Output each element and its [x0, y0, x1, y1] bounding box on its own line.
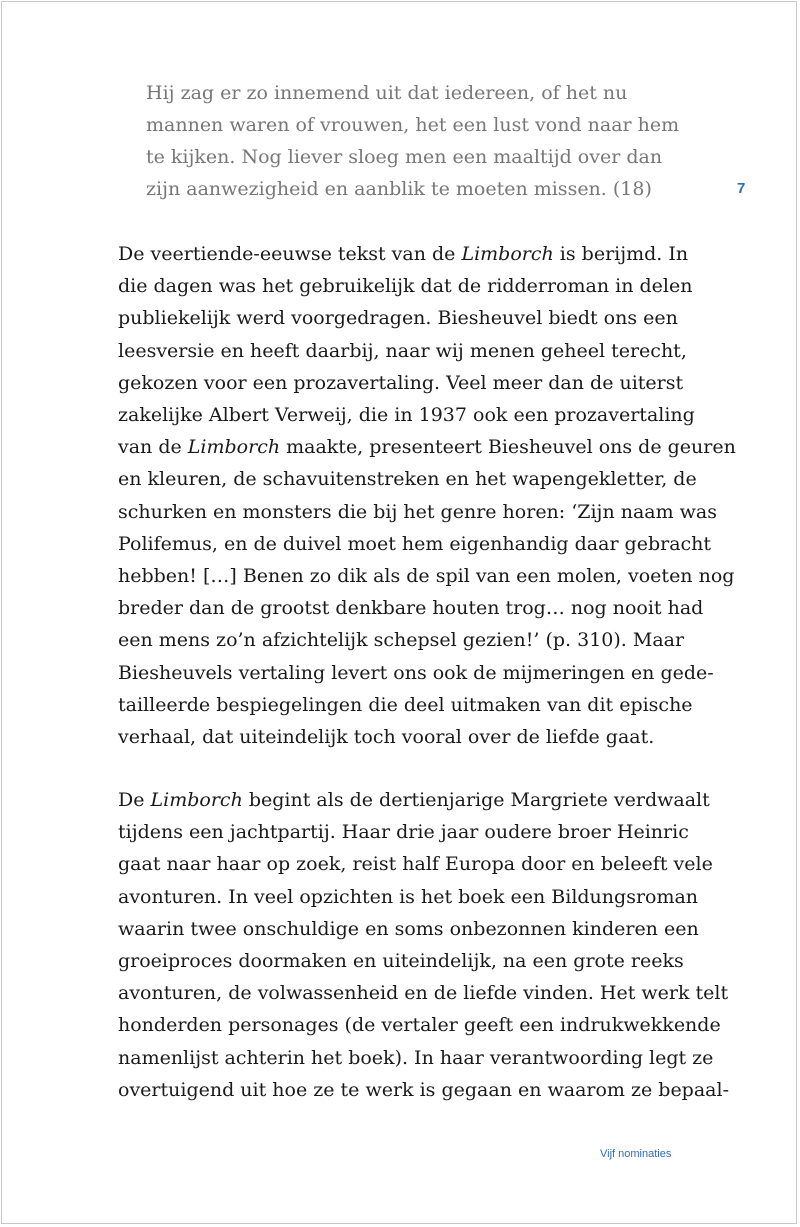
quote-line: te kijken. Nog liever sloeg men een maaltijd over dan — [146, 146, 663, 168]
paragraph-line: gaat naar haar op zoek, reist half Europa door en beleeft vele — [118, 853, 713, 876]
paragraph-line: waarin twee onschuldige en soms onbezonnen kinderen een — [118, 917, 699, 940]
paragraph-line: overtuigend uit hoe ze te werk is gegaan en waarom ze bepaal- — [118, 1078, 729, 1101]
paragraph-line: leesversie en heeft daarbij, naar wij menen geheel terecht, — [118, 339, 687, 362]
quote-line: mannen waren of vrouwen, het een lust vond naar hem — [146, 114, 680, 136]
book-title: Limborch — [187, 436, 281, 459]
paragraph-line: en kleuren, de schavuitenstreken en het wapengekletter, de — [118, 468, 697, 491]
paragraph-1 — [118, 238, 736, 753]
paragraph-line: hebben! […] Benen zo dik als de spil van een molen, voeten nog — [118, 565, 735, 588]
paragraph-line: van de Limborch maakte, presenteert Biesheuvel ons de geuren — [118, 436, 736, 459]
block-quote — [146, 77, 686, 205]
book-title: Limborch — [461, 243, 554, 265]
book-title: Limborch — [150, 789, 243, 811]
paragraph-line: tailleerde bespiegelingen die deel uitmaken van dit epische — [118, 693, 693, 716]
paragraph-line: tijdens een jachtpartij. Haar drie jaar oudere broer Heinric — [118, 821, 689, 844]
quote-line: Hij zag er zo innemend uit dat iedereen, of het nu — [146, 82, 628, 104]
paragraph-line: Polifemus, en de duivel moet hem eigenhandig daar gebracht — [118, 532, 712, 555]
paragraph-line: schurken en monsters die bij het genre horen: ‘Zijn naam was — [118, 500, 718, 523]
paragraph-line: avonturen, de volwassenheid en de liefde vinden. Het werk telt — [118, 982, 729, 1005]
paragraph-line: Biesheuvels vertaling levert ons ook de mijmeringen en gede- — [118, 661, 714, 684]
paragraph-line: De veertiende-eeuwse tekst van de Limborch is berijmd. In — [118, 243, 689, 265]
paragraph-line: een mens zo’n afzichtelijk schepsel gezien!’ (p. 310). Maar — [118, 629, 685, 652]
paragraph-line: De Limborch begint als de dertienjarige Margriete verdwaalt — [118, 789, 710, 811]
running-footer: Vijf nominaties — [600, 1148, 672, 1160]
paragraph-line: namenlijst achterin het boek). In haar verantwoording legt ze — [118, 1046, 714, 1069]
paragraph-line: honderden personages (de vertaler geeft een indrukwekkende — [118, 1014, 721, 1037]
quote-line: zijn aanwezigheid en aanblik te moeten missen. (18) — [146, 178, 652, 200]
paragraph-line: zakelijke Albert Verweij, die in 1937 ook een prozavertaling — [118, 404, 695, 427]
paragraph-line: publiekelijk werd voorgedragen. Biesheuvel biedt ons een — [118, 307, 678, 330]
document-page — [1, 1, 797, 1224]
paragraph-line: gekozen voor een prozavertaling. Veel meer dan de uiterst — [118, 371, 684, 394]
paragraph-2 — [118, 784, 729, 1106]
paragraph-line: breder dan de grootst denkbare houten trog… nog nooit had — [118, 597, 704, 620]
paragraph-line: die dagen was het gebruikelijk dat de ridderroman in delen — [118, 275, 693, 298]
paragraph-line: avonturen. In veel opzichten is het boek een Bildungsroman — [118, 885, 699, 908]
paragraph-line: groeiproces doormaken en uiteindelijk, na een grote reeks — [118, 950, 684, 973]
page-number: 7 — [737, 180, 746, 197]
paragraph-line: verhaal, dat uiteindelijk toch vooral over de liefde gaat. — [118, 726, 655, 749]
